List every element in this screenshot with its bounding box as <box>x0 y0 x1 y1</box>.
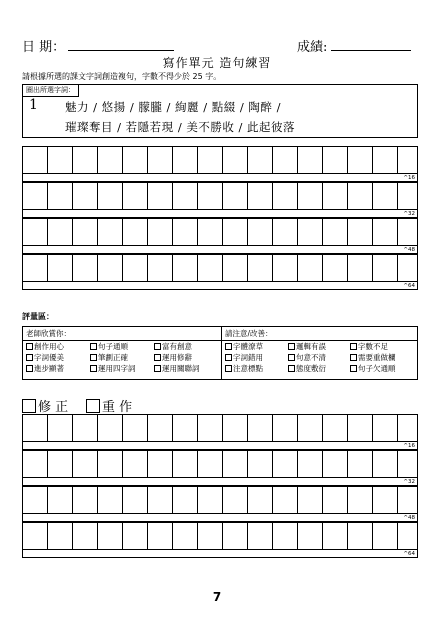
writing-cell[interactable] <box>73 451 98 477</box>
writing-cell[interactable] <box>98 415 123 441</box>
option-label: 邏輯有誤 <box>296 342 326 351</box>
option-label: 句子通順 <box>98 342 128 351</box>
writing-cell[interactable] <box>123 487 148 513</box>
writing-cell[interactable] <box>123 183 148 209</box>
grid-row <box>22 182 418 210</box>
writing-cell[interactable] <box>23 183 48 209</box>
grid-count-strip <box>22 174 418 182</box>
writing-cell[interactable] <box>398 451 419 477</box>
writing-cell[interactable] <box>148 487 173 513</box>
writing-cell[interactable] <box>248 219 273 245</box>
evaluation-option[interactable] <box>225 342 263 352</box>
evaluation-option[interactable] <box>90 353 128 363</box>
evaluation-option[interactable] <box>225 364 263 374</box>
character-count-label: ^16 <box>403 175 415 181</box>
option-checkbox[interactable] <box>350 354 357 361</box>
writing-cell[interactable] <box>298 523 323 549</box>
writing-cell[interactable] <box>148 183 173 209</box>
writing-cell[interactable] <box>148 219 173 245</box>
writing-cell[interactable] <box>398 183 419 209</box>
grid-count-strip <box>22 282 418 290</box>
grid-count-strip <box>22 550 418 558</box>
evaluation-option[interactable] <box>288 342 326 352</box>
instruction-text: 請根據所選的課文字詞創造複句，字數不得少於 25 字。 <box>22 72 222 81</box>
writing-cell[interactable] <box>373 147 398 173</box>
writing-cell[interactable] <box>373 451 398 477</box>
writing-cell[interactable] <box>273 415 298 441</box>
writing-cell[interactable] <box>173 183 198 209</box>
writing-cell[interactable] <box>23 219 48 245</box>
writing-cell[interactable] <box>223 183 248 209</box>
writing-cell[interactable] <box>398 147 419 173</box>
writing-cell[interactable] <box>348 219 373 245</box>
fix-checkbox[interactable] <box>22 399 36 413</box>
option-checkbox[interactable] <box>26 343 33 350</box>
option-checkbox[interactable] <box>350 343 357 350</box>
word-list-line-2[interactable]: 璀璨奪目 / 若隱若現 / 美不勝收 / 此起彼落 <box>65 120 296 134</box>
writing-cell[interactable] <box>198 219 223 245</box>
word-list-line-1[interactable]: 魅力 / 悠揚 / 朦朧 / 絢麗 / 點綴 / 陶醉 / <box>65 100 281 114</box>
option-label: 運用關聯詞 <box>162 364 200 373</box>
writing-cell[interactable] <box>198 487 223 513</box>
grid-row <box>22 218 418 246</box>
option-checkbox[interactable] <box>90 354 97 361</box>
improve-panel <box>222 327 417 379</box>
writing-cell[interactable] <box>173 255 198 281</box>
writing-cell[interactable] <box>23 147 48 173</box>
option-checkbox[interactable] <box>225 365 232 372</box>
redo-option[interactable] <box>86 396 132 415</box>
writing-cell[interactable] <box>48 415 73 441</box>
writing-cell[interactable] <box>273 255 298 281</box>
option-checkbox[interactable] <box>154 354 161 361</box>
writing-cell[interactable] <box>398 255 419 281</box>
writing-cell[interactable] <box>73 219 98 245</box>
writing-cell[interactable] <box>198 147 223 173</box>
writing-cell[interactable] <box>123 415 148 441</box>
writing-cell[interactable] <box>98 451 123 477</box>
word-selection-box <box>22 84 418 138</box>
writing-cell[interactable] <box>198 415 223 441</box>
writing-cell[interactable] <box>298 451 323 477</box>
evaluation-option[interactable] <box>288 364 326 374</box>
writing-cell[interactable] <box>323 219 348 245</box>
writing-cell[interactable] <box>373 487 398 513</box>
writing-cell[interactable] <box>73 487 98 513</box>
evaluation-option[interactable] <box>154 353 192 363</box>
writing-cell[interactable] <box>198 183 223 209</box>
writing-cell[interactable] <box>123 147 148 173</box>
option-label: 句子欠通順 <box>358 364 396 373</box>
writing-cell[interactable] <box>248 147 273 173</box>
writing-cell[interactable] <box>373 415 398 441</box>
grid-count-strip <box>22 246 418 254</box>
writing-cell[interactable] <box>223 415 248 441</box>
writing-cell[interactable] <box>348 147 373 173</box>
writing-cell[interactable] <box>223 451 248 477</box>
writing-cell[interactable] <box>398 415 419 441</box>
option-label: 注意標點 <box>233 364 263 373</box>
redo-checkbox[interactable] <box>86 399 100 413</box>
grid-count-strip <box>22 514 418 522</box>
writing-cell[interactable] <box>273 487 298 513</box>
writing-cell[interactable] <box>398 219 419 245</box>
writing-cell[interactable] <box>273 523 298 549</box>
option-label: 富有創意 <box>162 342 192 351</box>
writing-cell[interactable] <box>373 255 398 281</box>
writing-cell[interactable] <box>248 415 273 441</box>
evaluation-option[interactable] <box>288 353 326 363</box>
evaluation-option[interactable] <box>154 342 192 352</box>
writing-cell[interactable] <box>48 183 73 209</box>
writing-cell[interactable] <box>348 255 373 281</box>
option-label: 字詞錯用 <box>233 353 263 362</box>
writing-cell[interactable] <box>48 147 73 173</box>
character-count-label: ^64 <box>403 551 415 557</box>
writing-cell[interactable] <box>323 523 348 549</box>
option-checkbox[interactable] <box>225 343 232 350</box>
writing-cell[interactable] <box>48 219 73 245</box>
option-label: 句意不清 <box>296 353 326 362</box>
grid-row <box>22 254 418 282</box>
writing-cell[interactable] <box>23 523 48 549</box>
option-checkbox[interactable] <box>26 365 33 372</box>
evaluation-box <box>22 326 418 380</box>
option-label: 態度敷衍 <box>296 364 326 373</box>
grid-row <box>22 486 418 514</box>
option-label: 運用四字詞 <box>98 364 136 373</box>
writing-cell[interactable] <box>248 487 273 513</box>
evaluation-option[interactable] <box>26 342 64 352</box>
writing-grid-2 <box>22 414 418 558</box>
writing-grid-1 <box>22 146 418 290</box>
page-number: 7 <box>212 590 222 604</box>
option-checkbox[interactable] <box>350 365 357 372</box>
evaluation-option[interactable] <box>350 364 396 374</box>
writing-cell[interactable] <box>173 147 198 173</box>
writing-cell[interactable] <box>23 487 48 513</box>
grid-count-strip <box>22 442 418 450</box>
praise-panel <box>23 327 222 379</box>
fix-label: 修 正 <box>38 400 69 415</box>
writing-cell[interactable] <box>123 255 148 281</box>
evaluation-option[interactable] <box>350 353 396 363</box>
writing-cell[interactable] <box>123 219 148 245</box>
writing-cell[interactable] <box>248 255 273 281</box>
writing-cell[interactable] <box>348 183 373 209</box>
writing-cell[interactable] <box>273 147 298 173</box>
evaluation-option[interactable] <box>90 364 136 374</box>
writing-cell[interactable] <box>73 523 98 549</box>
score-underline <box>331 50 411 51</box>
writing-cell[interactable] <box>173 219 198 245</box>
writing-cell[interactable] <box>298 147 323 173</box>
evaluation-option[interactable] <box>90 342 128 352</box>
writing-cell[interactable] <box>348 415 373 441</box>
option-label: 進步顯著 <box>34 364 64 373</box>
writing-cell[interactable] <box>298 415 323 441</box>
writing-cell[interactable] <box>373 219 398 245</box>
writing-cell[interactable] <box>298 487 323 513</box>
option-label: 創作用心 <box>34 342 64 351</box>
writing-cell[interactable] <box>223 255 248 281</box>
writing-cell[interactable] <box>248 523 273 549</box>
character-count-label: ^64 <box>403 283 415 289</box>
writing-cell[interactable] <box>223 219 248 245</box>
evaluation-option[interactable] <box>350 342 388 352</box>
writing-cell[interactable] <box>298 183 323 209</box>
character-count-label: ^48 <box>403 515 415 521</box>
writing-cell[interactable] <box>348 487 373 513</box>
writing-cell[interactable] <box>48 451 73 477</box>
writing-cell[interactable] <box>73 183 98 209</box>
writing-cell[interactable] <box>323 415 348 441</box>
option-checkbox[interactable] <box>154 365 161 372</box>
grid-row <box>22 146 418 174</box>
grid-count-strip <box>22 478 418 486</box>
writing-cell[interactable] <box>98 487 123 513</box>
writing-cell[interactable] <box>398 487 419 513</box>
writing-cell[interactable] <box>48 255 73 281</box>
writing-cell[interactable] <box>48 487 73 513</box>
option-checkbox[interactable] <box>90 343 97 350</box>
writing-cell[interactable] <box>398 523 419 549</box>
date-label: 日 期： <box>22 40 66 55</box>
redo-label: 重 作 <box>102 400 133 415</box>
writing-cell[interactable] <box>98 523 123 549</box>
writing-cell[interactable] <box>148 147 173 173</box>
writing-cell[interactable] <box>198 523 223 549</box>
writing-cell[interactable] <box>198 255 223 281</box>
grid-row <box>22 414 418 442</box>
writing-cell[interactable] <box>248 183 273 209</box>
writing-cell[interactable] <box>48 523 73 549</box>
evaluation-option[interactable] <box>26 364 64 374</box>
character-count-label: ^48 <box>403 247 415 253</box>
option-label: 字體潦草 <box>233 342 263 351</box>
option-label: 字數不足 <box>358 342 388 351</box>
writing-cell[interactable] <box>298 219 323 245</box>
writing-cell[interactable] <box>323 147 348 173</box>
option-label: 字詞優美 <box>34 353 64 362</box>
option-checkbox[interactable] <box>288 343 295 350</box>
writing-cell[interactable] <box>73 147 98 173</box>
option-checkbox[interactable] <box>225 354 232 361</box>
writing-cell[interactable] <box>323 487 348 513</box>
grid-row <box>22 450 418 478</box>
date-underline <box>68 50 174 51</box>
writing-cell[interactable] <box>198 451 223 477</box>
option-checkbox[interactable] <box>288 365 295 372</box>
option-label: 需要重做欄 <box>358 353 396 362</box>
writing-cell[interactable] <box>123 451 148 477</box>
option-checkbox[interactable] <box>26 354 33 361</box>
fix-option[interactable] <box>22 396 68 415</box>
writing-cell[interactable] <box>323 451 348 477</box>
writing-cell[interactable] <box>373 183 398 209</box>
writing-cell[interactable] <box>223 487 248 513</box>
option-checkbox[interactable] <box>288 354 295 361</box>
writing-cell[interactable] <box>98 255 123 281</box>
writing-cell[interactable] <box>148 523 173 549</box>
writing-cell[interactable] <box>148 255 173 281</box>
praise-title: 老師欣賞你： <box>23 327 221 341</box>
word-box-number: 1 <box>29 97 38 113</box>
writing-cell[interactable] <box>373 523 398 549</box>
improve-title: 請注意/改善： <box>222 327 417 341</box>
writing-cell[interactable] <box>273 451 298 477</box>
writing-cell[interactable] <box>23 451 48 477</box>
writing-cell[interactable] <box>248 451 273 477</box>
writing-cell[interactable] <box>273 219 298 245</box>
writing-cell[interactable] <box>223 523 248 549</box>
page-title: 寫作單元 造句練習 <box>162 56 272 70</box>
option-checkbox[interactable] <box>90 365 97 372</box>
writing-cell[interactable] <box>323 183 348 209</box>
writing-cell[interactable] <box>73 255 98 281</box>
evaluation-section-label: 評量區： <box>22 312 54 321</box>
writing-cell[interactable] <box>273 183 298 209</box>
writing-cell[interactable] <box>23 255 48 281</box>
writing-cell[interactable] <box>23 415 48 441</box>
writing-cell[interactable] <box>98 219 123 245</box>
evaluation-option[interactable] <box>26 353 64 363</box>
character-count-label: ^32 <box>403 211 415 217</box>
writing-cell[interactable] <box>223 147 248 173</box>
writing-cell[interactable] <box>173 415 198 441</box>
writing-cell[interactable] <box>98 147 123 173</box>
writing-cell[interactable] <box>348 451 373 477</box>
writing-cell[interactable] <box>173 523 198 549</box>
grid-row <box>22 522 418 550</box>
writing-cell[interactable] <box>148 451 173 477</box>
writing-cell[interactable] <box>98 183 123 209</box>
option-label: 運用修辭 <box>162 353 192 362</box>
option-checkbox[interactable] <box>154 343 161 350</box>
evaluation-option[interactable] <box>225 353 263 363</box>
writing-cell[interactable] <box>348 523 373 549</box>
character-count-label: ^32 <box>403 479 415 485</box>
grid-count-strip <box>22 210 418 218</box>
option-label: 筆劃正確 <box>98 353 128 362</box>
character-count-label: ^16 <box>403 443 415 449</box>
writing-cell[interactable] <box>323 255 348 281</box>
writing-cell[interactable] <box>123 523 148 549</box>
writing-cell[interactable] <box>73 415 98 441</box>
word-box-label: 圈出所選字詞： <box>23 85 79 97</box>
writing-cell[interactable] <box>173 451 198 477</box>
writing-cell[interactable] <box>298 255 323 281</box>
writing-cell[interactable] <box>148 415 173 441</box>
evaluation-option[interactable] <box>154 364 200 374</box>
score-label: 成績: <box>297 40 328 55</box>
writing-cell[interactable] <box>173 487 198 513</box>
